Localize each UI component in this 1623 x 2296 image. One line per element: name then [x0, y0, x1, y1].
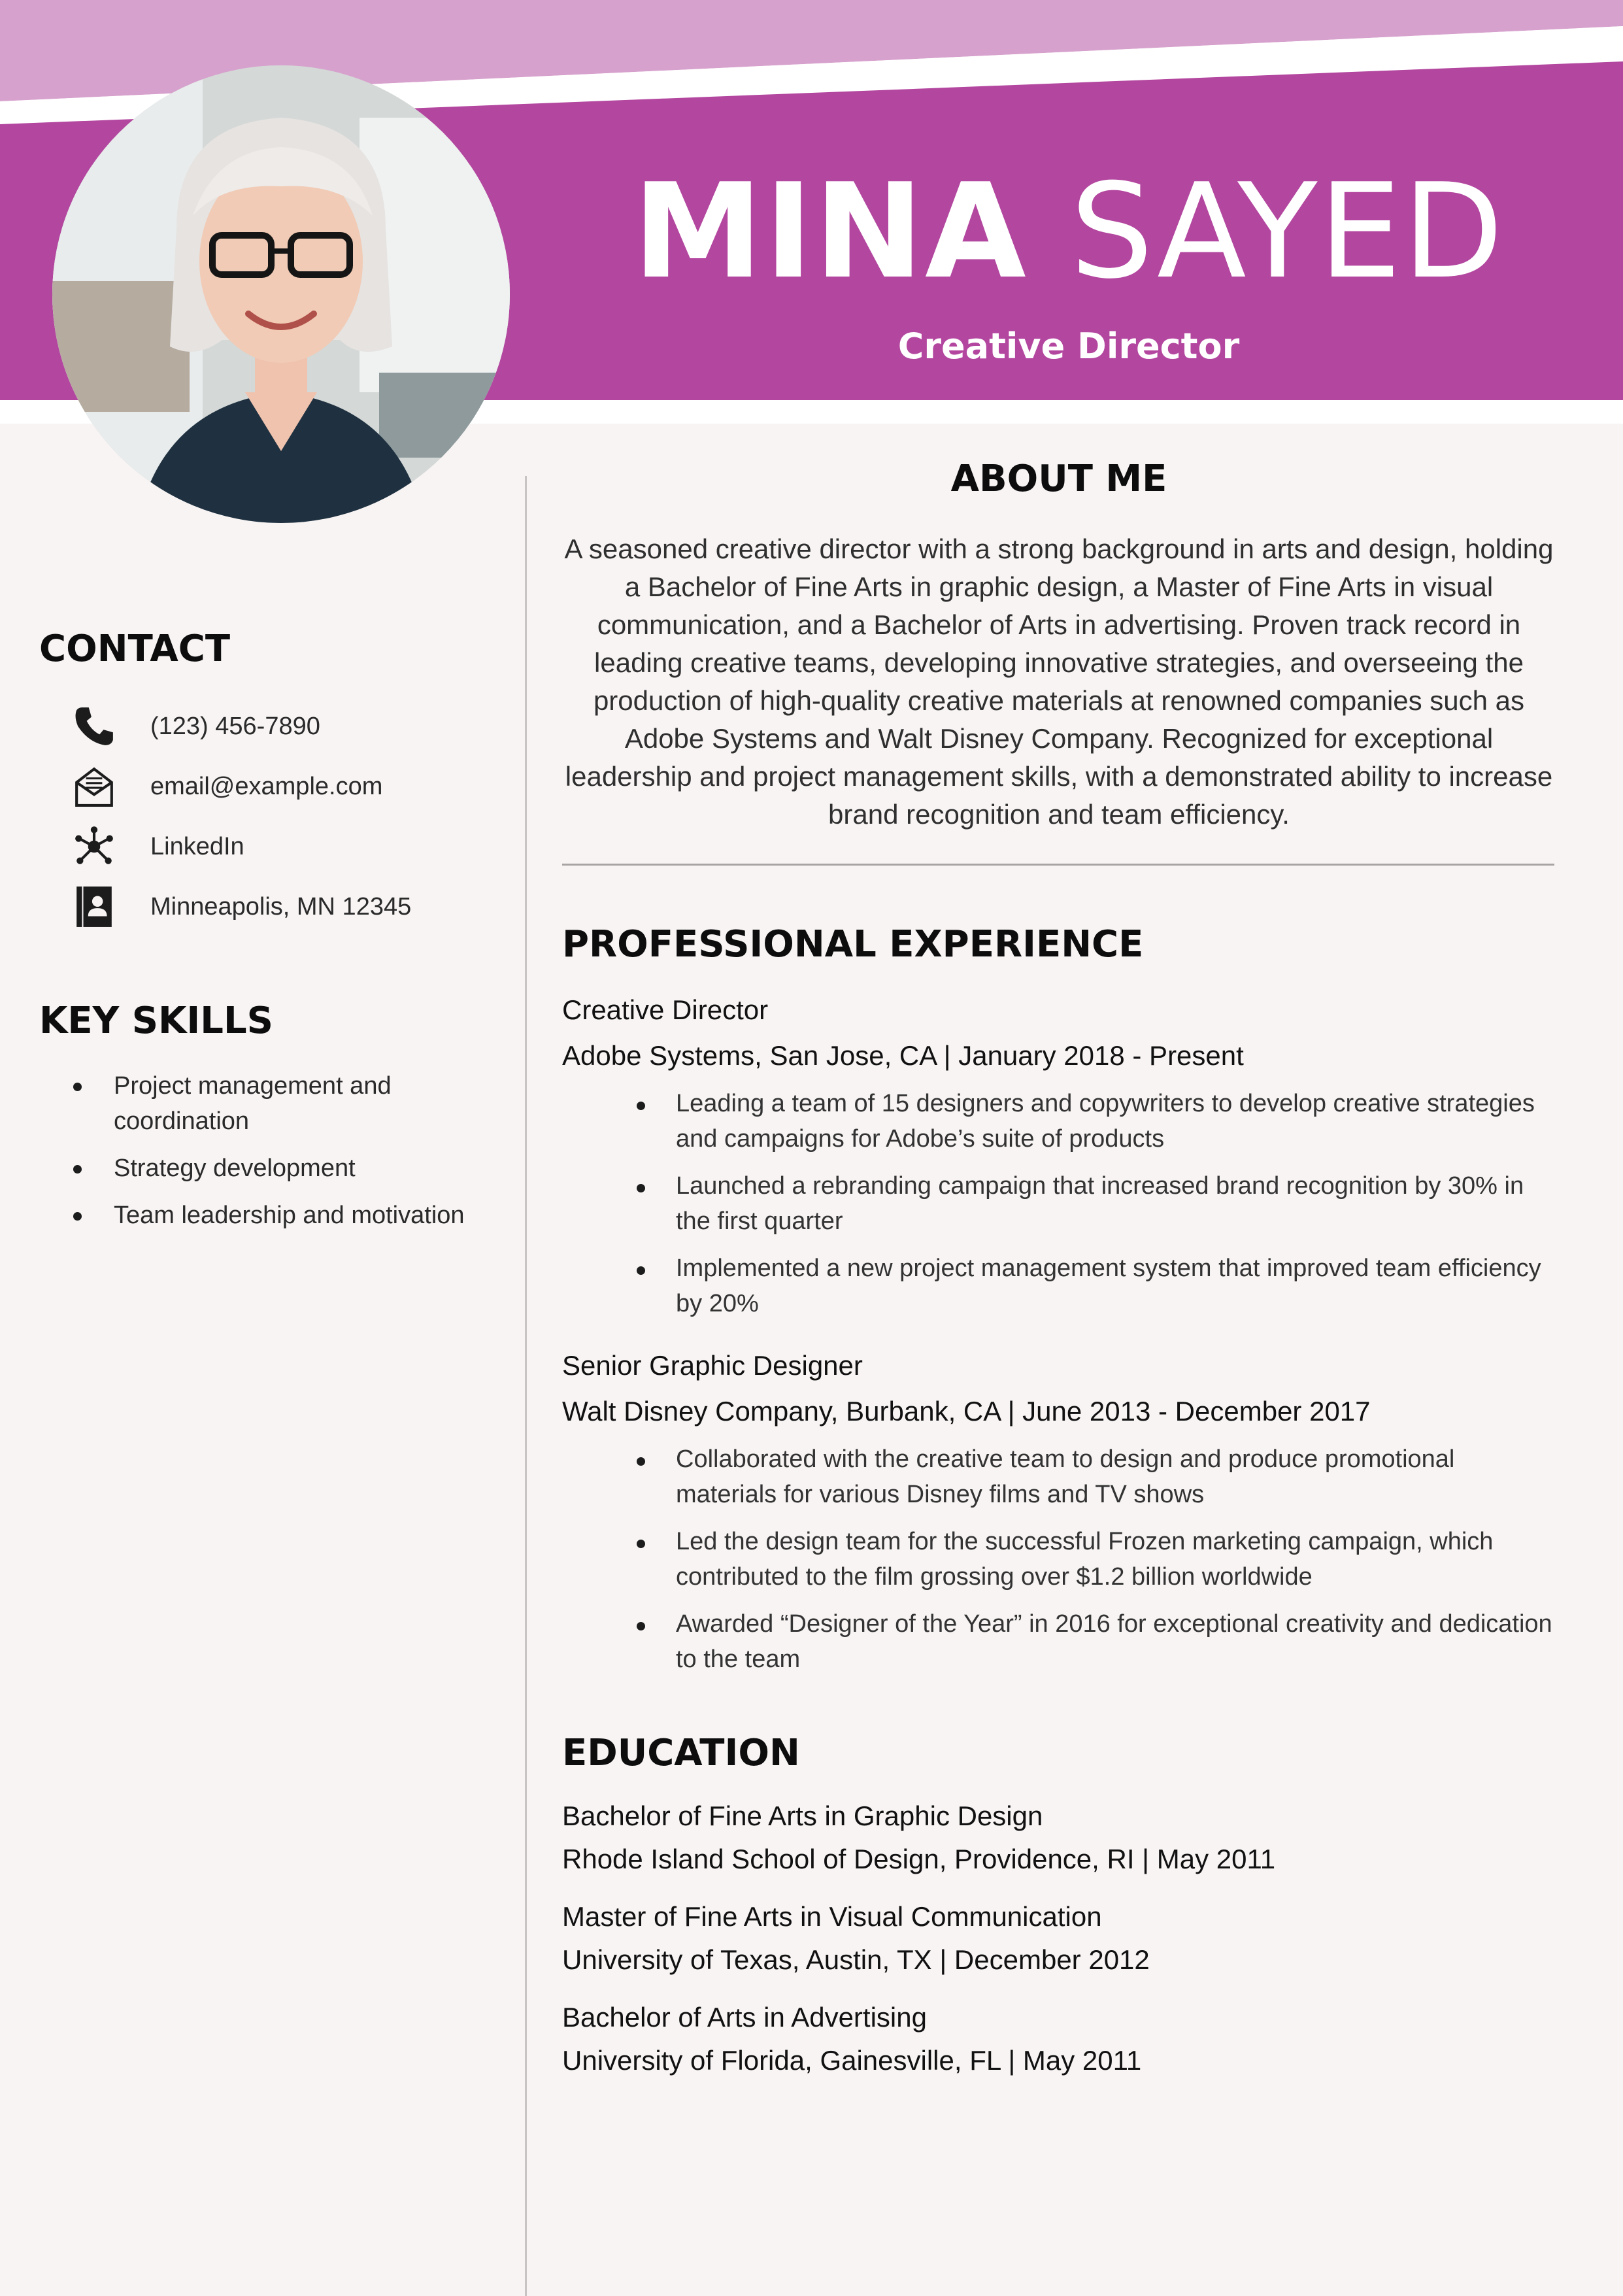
first-name: MINA	[633, 156, 1028, 308]
job-bullet: Launched a rebranding campaign that increased brand recognition by 30% in the first quarter	[562, 1168, 1558, 1239]
education-entry	[562, 2002, 1556, 2076]
education-school: Rhode Island School of Design, Providence, RI | May 2011	[562, 1844, 1276, 1874]
linkedin-text: LinkedIn	[150, 832, 244, 860]
education-degree: Master of Fine Arts in Visual Communication	[562, 1901, 1102, 1932]
contact-list	[39, 696, 497, 937]
education-school: University of Florida, Gainesville, FL | May 2011	[562, 2045, 1142, 2076]
education-school: University of Texas, Austin, TX | December 2012	[562, 1944, 1150, 1975]
experience-heading: PROFESSIONAL EXPERIENCE	[562, 923, 1144, 966]
network-icon	[68, 824, 120, 869]
job-bullet: Collaborated with the creative team to design and produce promotional materials for various Disney films and TV shows	[562, 1442, 1558, 1512]
job-bullets	[562, 1442, 1556, 1677]
skills-list	[39, 1068, 497, 1233]
job-bullet: Awarded “Designer of the Year” in 2016 for exceptional creativity and dedication to the team	[562, 1606, 1558, 1677]
right-column	[562, 458, 1556, 2076]
phone-icon	[68, 703, 120, 749]
last-name: SAYED	[1070, 156, 1505, 308]
education-degree: Bachelor of Fine Arts in Graphic Design	[562, 1800, 1043, 1831]
skills-heading: KEY SKILLS	[39, 1000, 273, 1042]
education-heading: EDUCATION	[562, 1732, 800, 1774]
email-text: email@example.com	[150, 772, 383, 800]
education-entry	[562, 1901, 1556, 1976]
job-bullets	[562, 1086, 1556, 1321]
job-bullet: Led the design team for the successful Frozen marketing campaign, which contributed to the film grossing over $1.2 billion worldwide	[562, 1524, 1558, 1595]
job-meta: Adobe Systems, San Jose, CA | January 2018 - Present	[562, 1040, 1244, 1071]
contact-email	[39, 756, 497, 817]
job-entry	[562, 1350, 1556, 1677]
email-icon	[68, 764, 120, 809]
job-entry	[562, 994, 1556, 1321]
contact-phone	[39, 696, 497, 756]
job-bullet: Leading a team of 15 designers and copywriters to develop creative strategies and campaigns for Adobe’s suite of products	[562, 1086, 1558, 1156]
about-text: A seasoned creative director with a strong background in arts and design, holding a Bachelor of Fine Arts in graphic design, a Master of Fine Arts in visual communication, and a Bachelor of Arts in advertising. Proven track record in leading creative teams, developing innovative strategies, and overseeing the production of high-quality creative materials at renowned companies such as Adobe Systems and Walt Disney Company. Recognized for exceptional leadership and project management skills, with a demonstrated ability to increase brand recognition and team efficiency.	[564, 533, 1554, 830]
job-title-heading: Creative Director	[897, 326, 1240, 367]
column-divider	[525, 476, 527, 2296]
job-title: Senior Graphic Designer	[562, 1350, 863, 1381]
address-text: Minneapolis, MN 12345	[150, 892, 412, 920]
education-degree: Bachelor of Arts in Advertising	[562, 2002, 927, 2033]
skill-item: Strategy development	[39, 1151, 497, 1186]
education-entry	[562, 1800, 1556, 1875]
full-name	[529, 157, 1608, 307]
job-title: Creative Director	[562, 994, 769, 1025]
name-block	[529, 157, 1608, 367]
skill-item: Project management and coordination	[39, 1068, 497, 1139]
contact-linkedin	[39, 817, 497, 877]
phone-text: (123) 456-7890	[150, 712, 320, 740]
contact-address	[39, 877, 497, 937]
job-meta: Walt Disney Company, Burbank, CA | June 2013 - December 2017	[562, 1396, 1371, 1427]
about-heading: ABOUT ME	[950, 458, 1167, 500]
skill-item: Team leadership and motivation	[39, 1198, 497, 1233]
section-divider	[562, 864, 1554, 866]
address-book-icon	[68, 884, 120, 930]
job-bullet: Implemented a new project management system that improved team efficiency by 20%	[562, 1251, 1558, 1321]
profile-photo	[52, 65, 510, 523]
left-column	[39, 628, 497, 1245]
contact-heading: CONTACT	[39, 628, 231, 670]
